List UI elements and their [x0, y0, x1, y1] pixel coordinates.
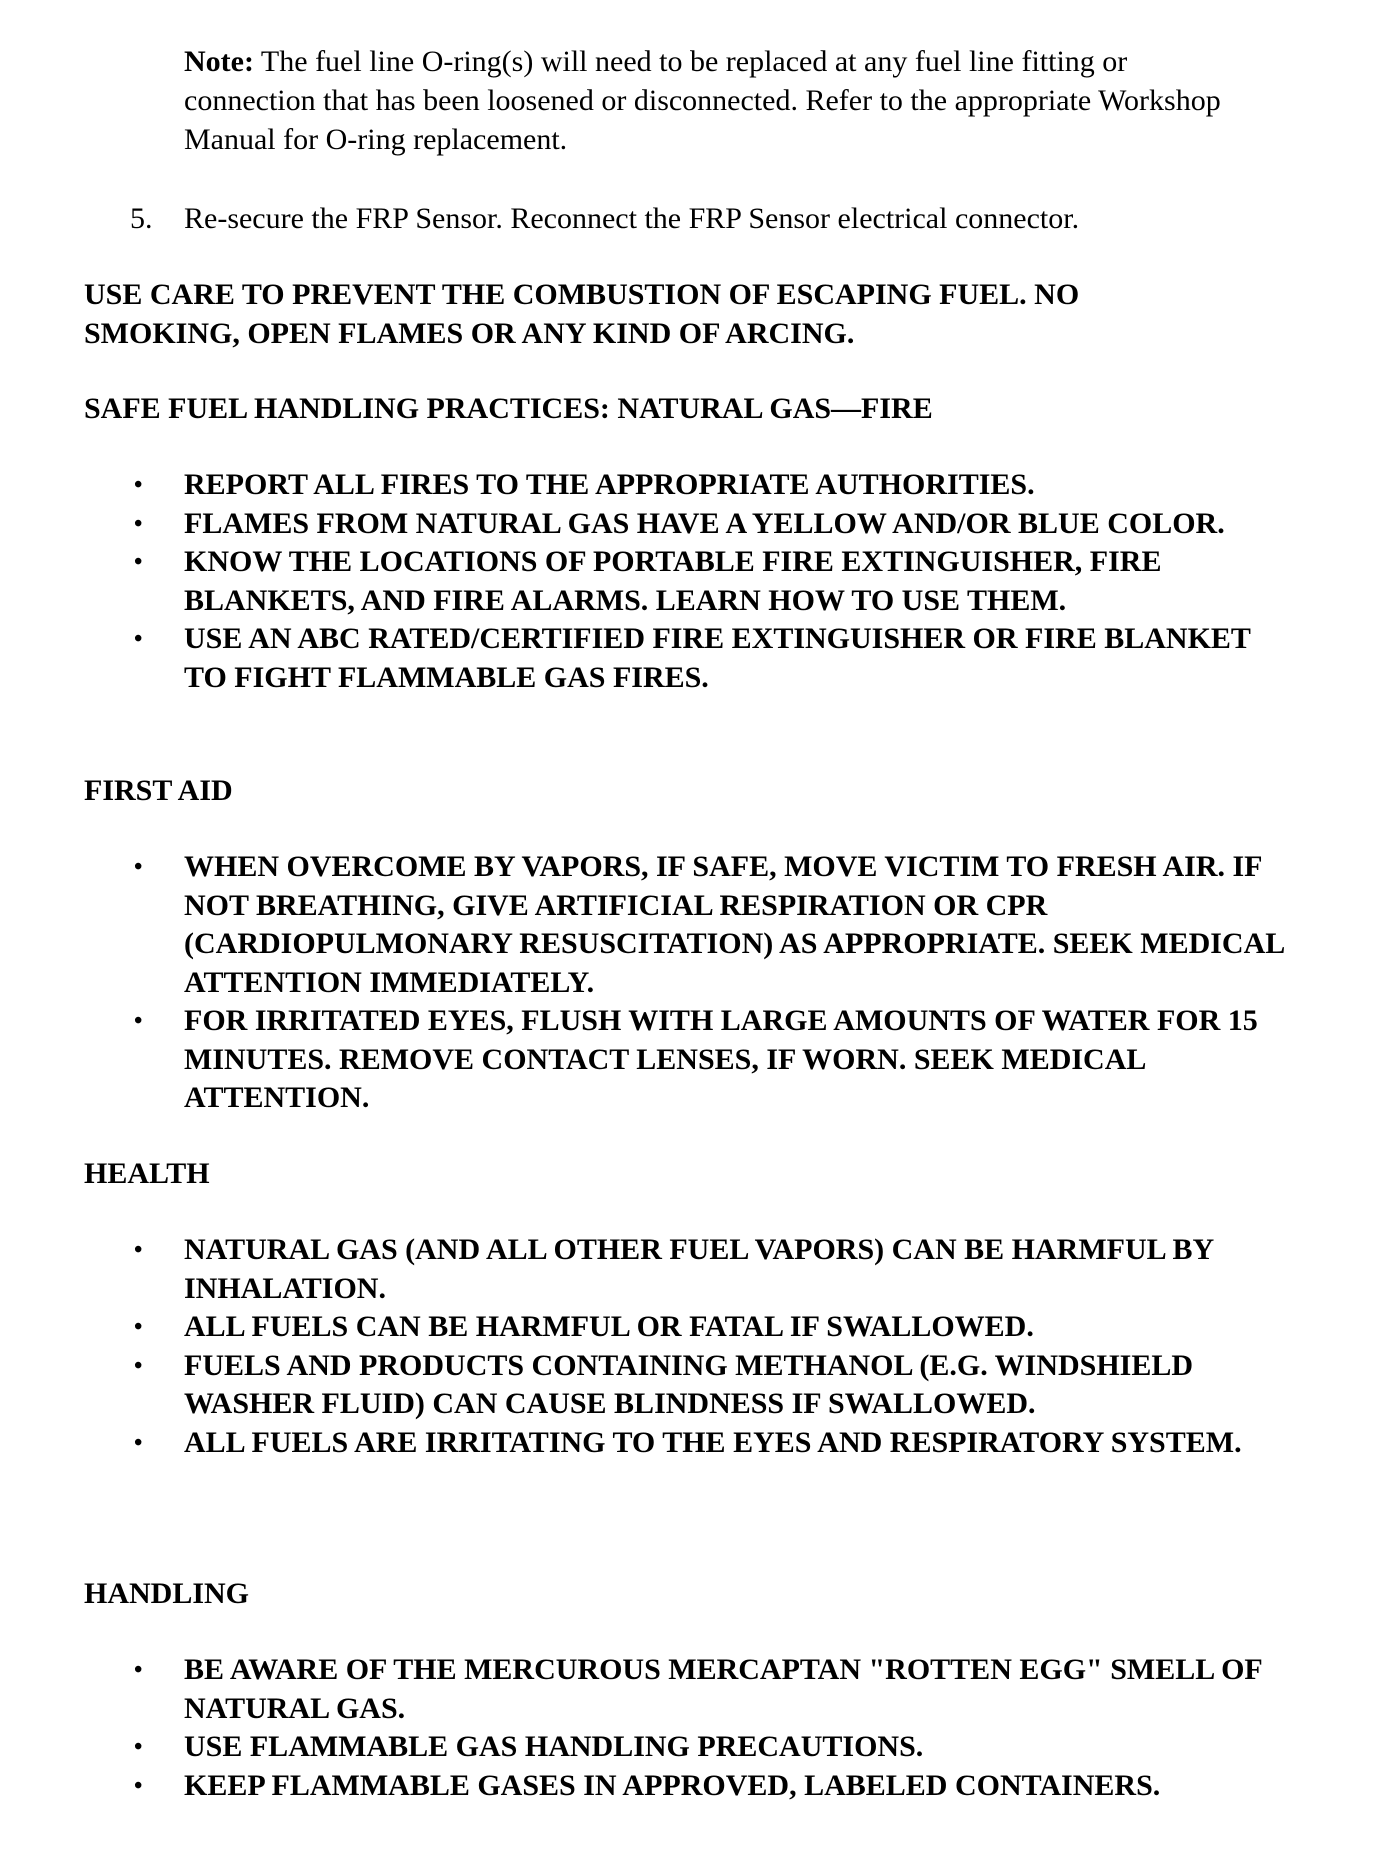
bullet-icon: •	[134, 510, 143, 537]
list-item: • BE AWARE OF THE MERCUROUS MERCAPTAN "ROTTEN EGG" SMELL OF NATURAL GAS.	[134, 1653, 1262, 1725]
list-item: • FLAMES FROM NATURAL GAS HAVE A YELLOW AND/OR BLUE COLOR.	[184, 505, 1294, 544]
first-aid-list	[134, 848, 1294, 1118]
bullet-icon: •	[134, 549, 143, 575]
bullet-icon: •	[134, 1429, 143, 1456]
step-5	[130, 199, 1280, 238]
list-item: • ALL FUELS ARE IRRITATING TO THE EYES AND RESPIRATORY SYSTEM.	[184, 1424, 1294, 1463]
list-item: • REPORT ALL FIRES TO THE APPROPRIATE AUTHORITIES.	[184, 466, 1294, 505]
bullet-icon: •	[134, 1314, 143, 1340]
handling-list	[134, 1651, 1294, 1805]
section-heading-fire: SAFE FUEL HANDLING PRACTICES: NATURAL GAS—FIRE	[84, 392, 933, 425]
bullet-icon: •	[134, 1352, 143, 1379]
section-heading-handling: HANDLING	[84, 1577, 250, 1610]
bullet-icon: •	[134, 1237, 143, 1263]
bullet-icon: •	[134, 472, 143, 498]
list-item: • USE AN ABC RATED/CERTIFIED FIRE EXTINGUISHER OR FIRE BLANKET TO FIGHT FLAMMABLE GAS FIRES.	[134, 622, 1251, 694]
bullet-icon: •	[134, 1772, 143, 1799]
list-item: • NATURAL GAS (AND ALL OTHER FUEL VAPORS) CAN BE HARMFUL BY INHALATION.	[134, 1233, 1214, 1305]
bullet-icon: •	[134, 854, 143, 880]
bullet-icon: •	[134, 1734, 143, 1760]
note-paragraph	[184, 42, 1264, 159]
list-item: • WHEN OVERCOME BY VAPORS, IF SAFE, MOVE VICTIM TO FRESH AIR. IF NOT BREATHING, GIVE ARTIFICIAL RESPIRATION OR CPR (CARDIOPULMONARY RESUSCITATION) AS APPROPRIATE. SEEK MEDICAL ATTENTION IMMEDIATELY.	[134, 850, 1284, 999]
list-item: • USE FLAMMABLE GAS HANDLING PRECAUTIONS.	[184, 1728, 1294, 1767]
list-item: • FOR IRRITATED EYES, FLUSH WITH LARGE AMOUNTS OF WATER FOR 15 MINUTES. REMOVE CONTACT LENSES, IF WORN. SEEK MEDICAL ATTENTION.	[134, 1004, 1258, 1114]
note-text: The fuel line O-ring(s) will need to be replaced at any fuel line fitting or connection that has been loosened or disconnected. Refer to the appropriate Workshop Manual for O-ring replacement.	[184, 45, 1221, 156]
list-item: • KEEP FLAMMABLE GASES IN APPROVED, LABELED CONTAINERS.	[184, 1767, 1294, 1806]
list-item: • FUELS AND PRODUCTS CONTAINING METHANOL (E.G. WINDSHIELD WASHER FLUID) CAN CAUSE BLINDNESS IF SWALLOWED.	[134, 1348, 1194, 1420]
fire-list	[134, 466, 1294, 697]
note-label: Note:	[184, 45, 254, 78]
bullet-icon: •	[134, 626, 143, 652]
list-item: • ALL FUELS CAN BE HARMFUL OR FATAL IF SWALLOWED.	[184, 1308, 1294, 1347]
bullet-icon: •	[134, 1657, 143, 1683]
step-text: Re-secure the FRP Sensor. Reconnect the FRP Sensor electrical connector.	[184, 202, 1080, 235]
list-item: • KNOW THE LOCATIONS OF PORTABLE FIRE EXTINGUISHER, FIRE BLANKETS, AND FIRE ALARMS. LEARN HOW TO USE THEM.	[134, 545, 1162, 617]
health-list	[134, 1231, 1294, 1462]
step-number: 5.	[130, 202, 153, 235]
section-heading-first-aid: FIRST AID	[84, 774, 233, 807]
combustion-warning: USE CARE TO PREVENT THE COMBUSTION OF ESCAPING FUEL. NO SMOKING, OPEN FLAMES OR ANY KIND OF ARCING.	[84, 278, 1080, 350]
section-heading-health: HEALTH	[84, 1157, 210, 1190]
bullet-icon: •	[134, 1008, 143, 1034]
